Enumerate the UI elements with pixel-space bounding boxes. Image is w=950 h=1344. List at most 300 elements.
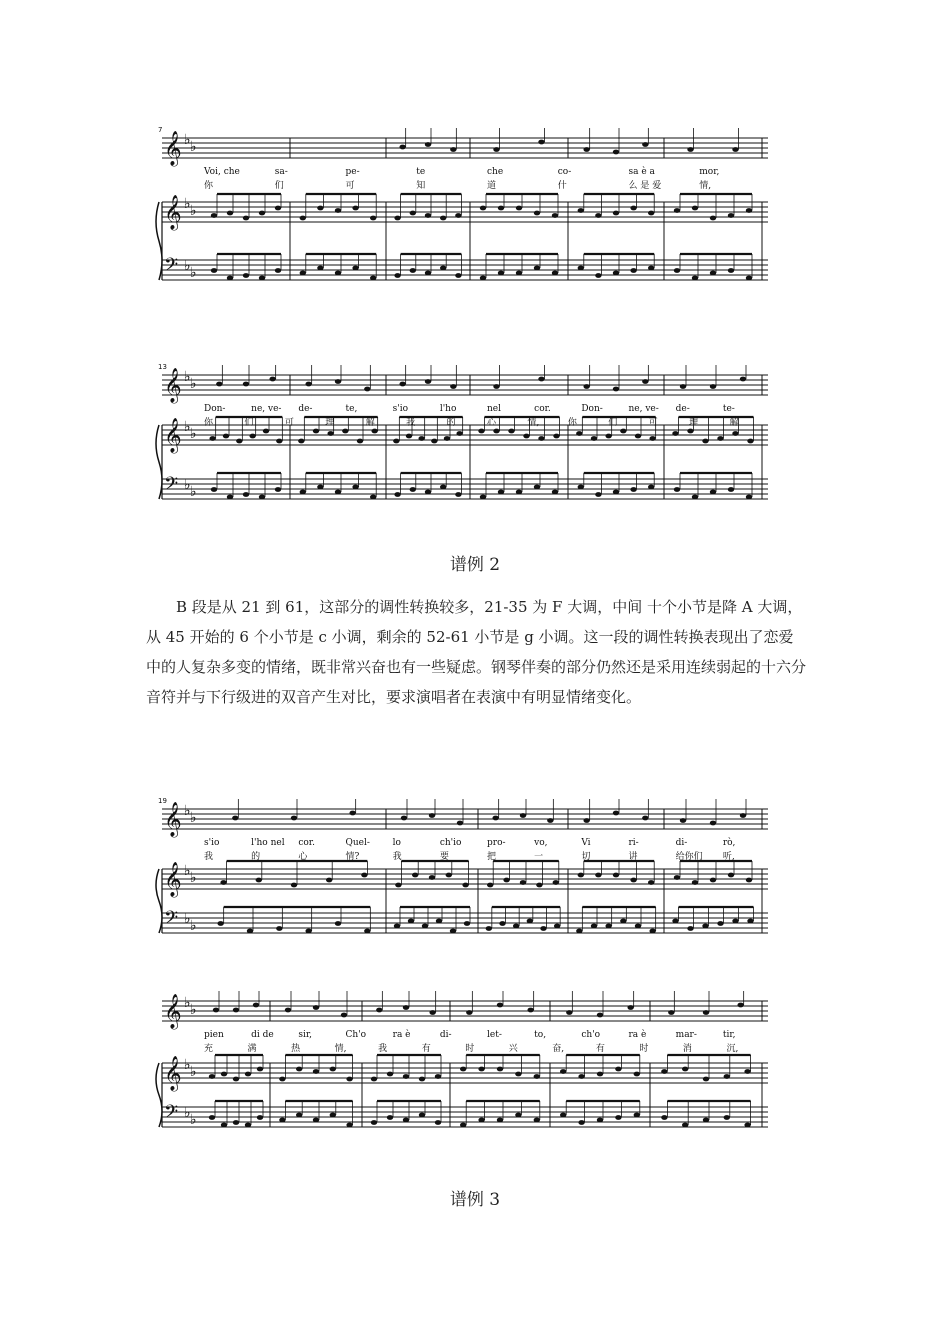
note-head — [462, 883, 468, 888]
lyric-chinese: 我 — [204, 852, 214, 862]
note-head — [746, 495, 752, 500]
measure-number: 7 — [158, 126, 163, 134]
lyric-italian: de- — [298, 404, 313, 414]
flat-icon: ♭ — [190, 139, 197, 155]
lyric-italian: che — [487, 167, 504, 177]
note-head — [630, 206, 636, 211]
note-head — [313, 1069, 319, 1074]
note-head — [394, 273, 400, 278]
note-head — [410, 268, 416, 273]
note-head — [613, 873, 619, 878]
flat-icon: ♭ — [190, 918, 197, 934]
flat-icon: ♭ — [190, 810, 197, 826]
note-head — [236, 439, 242, 444]
note-head — [371, 1120, 377, 1125]
note-head — [466, 1010, 472, 1015]
note-head — [403, 1118, 409, 1123]
note-head — [702, 924, 708, 929]
note-head — [279, 1118, 285, 1123]
note-head — [702, 439, 708, 444]
note-head — [674, 875, 680, 880]
note-head — [305, 382, 311, 387]
note-head — [554, 924, 560, 929]
lyric-chinese: 理 — [689, 418, 699, 428]
note-head — [326, 878, 332, 883]
note-head — [553, 434, 559, 439]
note-head — [630, 487, 636, 492]
note-head — [431, 439, 437, 444]
note-head — [578, 1074, 584, 1079]
note-head — [216, 382, 222, 387]
note-head — [560, 1069, 566, 1074]
note-head — [746, 208, 752, 213]
note-head — [249, 434, 255, 439]
note-head — [456, 431, 462, 436]
bass-clef-icon: 𝄢 — [164, 908, 179, 933]
lyric-italian: lo — [392, 838, 401, 848]
note-head — [387, 1072, 393, 1077]
note-head — [227, 276, 233, 281]
note-head — [540, 926, 546, 931]
treble-clef-icon: 𝄞 — [164, 368, 182, 403]
note-head — [330, 1113, 336, 1118]
note-head — [259, 211, 265, 216]
note-head — [578, 266, 584, 271]
note-head — [217, 921, 223, 926]
note-head — [613, 387, 619, 392]
lyric-chinese: 我 — [378, 1044, 388, 1054]
note-head — [538, 436, 544, 441]
flat-icon: ♭ — [184, 369, 191, 385]
note-head — [256, 878, 262, 883]
lyric-italian: pe- — [345, 167, 360, 177]
lyric-italian: s'io — [204, 838, 220, 848]
note-head — [674, 487, 680, 492]
note-head — [635, 434, 641, 439]
note-head — [263, 429, 269, 434]
note-head — [615, 1115, 621, 1120]
lyric-chinese: 有 — [421, 1044, 431, 1054]
note-head — [480, 495, 486, 500]
paragraph-text: B 段是从 21 到 61，这部分的调性转换较多，21-35 为 F 大调，中间 十个小节是降 A 大调，从 45 开始的 6 个小节是 c 小调，剩余的 52-61 小节是 g 小调。这一段的调性转换表现出了恋爱中的人复杂多变的情绪，既非常兴奋也有一些疑虑。钢琴伴奏的部分仍然还是采用连续弱起的十六分音符并与下行级进的双音产生对比，要求演唱者在表演中有明显情绪变化。 — [146, 598, 807, 706]
note-head — [635, 924, 641, 929]
note-head — [728, 213, 734, 218]
note-head — [552, 213, 558, 218]
note-head — [410, 211, 416, 216]
lyric-chinese: 们 — [608, 418, 618, 428]
note-head — [661, 1069, 667, 1074]
note-head — [464, 921, 470, 926]
lyric-italian: Don- — [581, 404, 603, 414]
note-head — [223, 434, 229, 439]
note-head — [687, 429, 693, 434]
note-head — [393, 439, 399, 444]
piano-brace — [156, 425, 162, 499]
note-head — [213, 1008, 219, 1013]
note-head — [732, 147, 738, 152]
note-head — [436, 919, 442, 924]
note-head — [259, 276, 265, 281]
lyric-italian: l'ho nel — [251, 838, 285, 848]
lyric-italian: ch'o — [581, 1030, 601, 1040]
note-head — [498, 490, 504, 495]
note-head — [455, 492, 461, 497]
lyric-italian: pro- — [487, 838, 506, 848]
note-head — [371, 1077, 377, 1082]
lyric-chinese: 知 — [416, 181, 426, 191]
lyric-italian: Ch'o — [345, 1030, 367, 1040]
note-head — [275, 268, 281, 273]
note-head — [422, 924, 428, 929]
note-head — [597, 1013, 603, 1018]
note-head — [648, 485, 654, 490]
note-head — [370, 276, 376, 281]
note-head — [534, 485, 540, 490]
note-head — [615, 1067, 621, 1072]
note-head — [440, 485, 446, 490]
note-head — [724, 1115, 730, 1120]
flat-icon: ♭ — [184, 477, 191, 493]
note-head — [630, 268, 636, 273]
note-head — [692, 495, 698, 500]
lyric-italian: mor, — [699, 167, 720, 177]
lyric-italian: ri- — [628, 838, 639, 848]
note-head — [744, 1069, 750, 1074]
note-head — [211, 487, 217, 492]
note-head — [370, 495, 376, 500]
note-head — [486, 926, 492, 931]
note-head — [376, 1008, 382, 1013]
note-head — [317, 485, 323, 490]
lyric-chinese: 沉, — [726, 1044, 739, 1054]
note-head — [613, 150, 619, 155]
note-head — [613, 811, 619, 816]
flat-icon: ♭ — [190, 1064, 197, 1080]
lyric-chinese: 你 — [204, 181, 214, 191]
note-head — [536, 883, 542, 888]
note-head — [520, 813, 526, 818]
note-head — [597, 1118, 603, 1123]
lyric-chinese: 热 — [291, 1044, 301, 1054]
note-head — [642, 379, 648, 384]
note-head — [364, 387, 370, 392]
note-head — [460, 1123, 466, 1128]
lyric-italian: cor. — [298, 838, 315, 848]
note-head — [276, 439, 282, 444]
flat-icon: ♭ — [190, 1112, 197, 1128]
lyric-chinese: 情, — [334, 1044, 347, 1054]
flat-icon: ♭ — [190, 1002, 197, 1018]
note-head — [605, 434, 611, 439]
note-head — [583, 818, 589, 823]
note-head — [578, 485, 584, 490]
bass-clef-icon: 𝄢 — [164, 255, 179, 280]
note-head — [648, 211, 654, 216]
note-head — [233, 1077, 239, 1082]
note-head — [455, 273, 461, 278]
note-head — [523, 434, 529, 439]
lyric-italian: te, — [345, 404, 358, 414]
lyric-chinese: 我 — [392, 852, 402, 862]
lyric-italian: di- — [675, 838, 688, 848]
note-head — [361, 873, 367, 878]
note-head — [357, 439, 363, 444]
bass-clef-icon: 𝄢 — [164, 1102, 179, 1127]
piano-brace — [156, 202, 162, 280]
note-head — [478, 1067, 484, 1072]
note-head — [403, 1005, 409, 1010]
lyric-chinese: 理 — [325, 418, 335, 428]
note-head — [497, 1118, 503, 1123]
flat-icon: ♭ — [184, 258, 191, 274]
note-head — [552, 490, 558, 495]
bass-clef-icon: 𝄢 — [164, 474, 179, 499]
piano-treble-staff — [162, 1063, 768, 1083]
note-head — [370, 216, 376, 221]
lyric-chinese: 听, — [722, 852, 735, 862]
note-head — [425, 490, 431, 495]
note-head — [682, 1123, 688, 1128]
note-head — [317, 206, 323, 211]
lyric-italian: to, — [534, 1030, 547, 1040]
note-head — [576, 431, 582, 436]
note-head — [211, 268, 217, 273]
lyric-chinese: 把 — [487, 852, 497, 862]
lyric-chinese: 时 — [465, 1044, 475, 1054]
note-head — [480, 276, 486, 281]
note-head — [649, 436, 655, 441]
voice-staff — [162, 138, 768, 158]
note-head — [515, 1072, 521, 1077]
note-head — [450, 147, 456, 152]
voice-staff — [162, 1001, 768, 1021]
note-head — [291, 816, 297, 821]
note-head — [285, 1008, 291, 1013]
lyric-chinese: 解 — [365, 418, 375, 428]
note-head — [668, 1010, 674, 1015]
flat-icon: ♭ — [184, 419, 191, 435]
flat-icon: ♭ — [190, 870, 197, 886]
note-head — [276, 926, 282, 931]
note-head — [576, 929, 582, 934]
note-head — [634, 1072, 640, 1077]
note-head — [342, 429, 348, 434]
note-head — [591, 436, 597, 441]
note-head — [732, 431, 738, 436]
note-head — [300, 271, 306, 276]
note-head — [440, 266, 446, 271]
note-head — [429, 875, 435, 880]
note-head — [497, 1067, 503, 1072]
score-example-3-system-1 — [150, 795, 790, 945]
note-head — [399, 145, 405, 150]
score-staff-system-3 — [150, 795, 790, 945]
note-head — [313, 429, 319, 434]
lyric-chinese: 解 — [729, 418, 739, 428]
note-head — [710, 271, 716, 276]
lyric-italian: cor. — [534, 404, 551, 414]
note-head — [513, 924, 519, 929]
note-head — [313, 1118, 319, 1123]
score-example-3-system-2 — [150, 985, 790, 1145]
note-head — [620, 919, 626, 924]
note-head — [341, 1013, 347, 1018]
lyric-italian: vo, — [534, 838, 548, 848]
lyric-chinese: 可 — [284, 418, 294, 428]
note-head — [692, 276, 698, 281]
note-head — [692, 880, 698, 885]
note-head — [209, 1115, 215, 1120]
lyric-italian: mar- — [675, 1030, 697, 1040]
note-head — [233, 1120, 239, 1125]
note-head — [578, 873, 584, 878]
note-head — [425, 379, 431, 384]
lyric-italian: l'ho — [439, 404, 457, 414]
note-head — [418, 436, 424, 441]
note-head — [687, 147, 693, 152]
note-head — [747, 439, 753, 444]
note-head — [642, 142, 648, 147]
note-head — [487, 883, 493, 888]
note-head — [257, 1067, 263, 1072]
lyric-chinese: 给你们 — [675, 852, 703, 862]
lyric-italian: sir, — [298, 1030, 313, 1040]
lyric-chinese: 你 — [204, 418, 214, 428]
note-head — [243, 273, 249, 278]
note-head — [364, 929, 370, 934]
note-head — [508, 429, 514, 434]
note-head — [243, 492, 249, 497]
note-head — [291, 883, 297, 888]
note-head — [744, 1123, 750, 1128]
lyric-italian: te — [416, 167, 426, 177]
note-head — [620, 429, 626, 434]
piano-brace — [156, 1063, 162, 1127]
lyric-chinese: 消 — [682, 1044, 692, 1054]
treble-clef-icon: 𝄞 — [164, 418, 182, 453]
note-head — [275, 487, 281, 492]
caption-example-2: 谱例 2 — [449, 555, 501, 575]
note-head — [352, 266, 358, 271]
lyric-italian: tir, — [722, 1030, 736, 1040]
note-head — [245, 1072, 251, 1077]
score-staff-system-1 — [150, 122, 790, 302]
note-head — [732, 919, 738, 924]
note-head — [455, 213, 461, 218]
note-head — [243, 382, 249, 387]
flat-icon: ♭ — [184, 1057, 191, 1073]
note-head — [460, 1067, 466, 1072]
note-head — [642, 816, 648, 821]
note-head — [349, 811, 355, 816]
lyric-chinese: 什 — [557, 181, 567, 191]
note-head — [737, 1003, 743, 1008]
note-head — [209, 436, 215, 441]
lyric-chinese: 有 — [595, 1044, 605, 1054]
note-head — [493, 147, 499, 152]
note-head — [692, 206, 698, 211]
note-head — [233, 1008, 239, 1013]
note-head — [300, 216, 306, 221]
flat-icon: ♭ — [190, 203, 197, 219]
note-head — [724, 1074, 730, 1079]
lyric-chinese: 情, — [527, 418, 540, 428]
note-head — [335, 379, 341, 384]
note-head — [728, 487, 734, 492]
note-head — [680, 384, 686, 389]
note-head — [446, 873, 452, 878]
note-head — [499, 921, 505, 926]
note-head — [395, 883, 401, 888]
note-head — [335, 271, 341, 276]
note-head — [478, 1118, 484, 1123]
note-head — [560, 1113, 566, 1118]
note-head — [649, 929, 655, 934]
note-head — [680, 818, 686, 823]
flat-icon: ♭ — [190, 484, 197, 500]
note-head — [597, 1072, 603, 1077]
caption-example-3: 谱例 3 — [449, 1190, 501, 1210]
note-head — [648, 266, 654, 271]
flat-icon: ♭ — [190, 376, 197, 392]
note-head — [419, 1113, 425, 1118]
lyric-italian: de- — [675, 404, 690, 414]
note-head — [335, 490, 341, 495]
note-head — [450, 929, 456, 934]
note-head — [595, 492, 601, 497]
lyric-chinese: 们 — [244, 418, 254, 428]
note-head — [710, 821, 716, 826]
note-head — [703, 1077, 709, 1082]
lyric-chinese: 么 是 爱 — [628, 181, 662, 191]
note-head — [245, 1123, 251, 1128]
note-head — [335, 921, 341, 926]
score-staff-system-4 — [150, 985, 790, 1145]
treble-clef-icon: 𝄞 — [164, 802, 182, 837]
note-head — [232, 816, 238, 821]
lyric-italian: di- — [439, 1030, 452, 1040]
note-head — [346, 1077, 352, 1082]
lyric-chinese: 满 — [247, 1044, 257, 1054]
note-head — [387, 1115, 393, 1120]
score-example-2-system-1 — [150, 122, 790, 302]
lyric-italian: sa è a — [628, 167, 655, 177]
flat-icon: ♭ — [184, 132, 191, 148]
lyric-italian: te- — [722, 404, 735, 414]
note-head — [553, 880, 559, 885]
note-head — [583, 384, 589, 389]
note-head — [520, 880, 526, 885]
voice-staff — [162, 375, 768, 395]
lyric-italian: rò, — [722, 838, 736, 848]
treble-clef-icon: 𝄞 — [164, 1056, 182, 1091]
lyric-chinese: 时 — [639, 1044, 649, 1054]
note-head — [746, 276, 752, 281]
note-head — [394, 924, 400, 929]
note-head — [399, 382, 405, 387]
note-head — [661, 1115, 667, 1120]
note-head — [209, 1074, 215, 1079]
note-head — [221, 1072, 227, 1077]
note-head — [259, 495, 265, 500]
note-head — [444, 436, 450, 441]
note-head — [710, 490, 716, 495]
note-head — [275, 206, 281, 211]
note-head — [493, 429, 499, 434]
note-head — [747, 919, 753, 924]
lyric-italian: Voi, che — [204, 167, 240, 177]
note-head — [613, 211, 619, 216]
